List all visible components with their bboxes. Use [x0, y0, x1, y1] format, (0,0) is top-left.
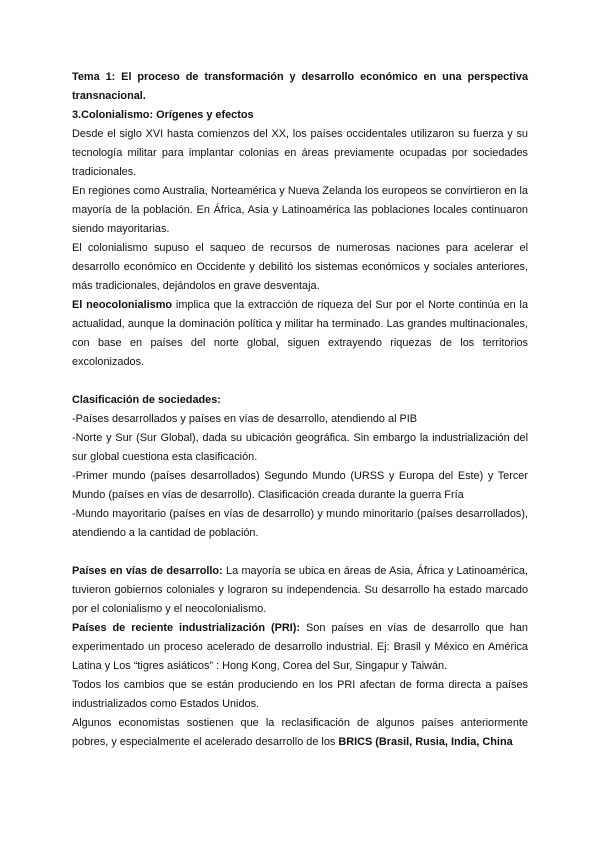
list-item: -Países desarrollados y países en vías de desarrollo, atendiendo al PIB: [72, 413, 418, 425]
paragraph: [72, 619, 528, 676]
term-brics: BRICS (Brasil, Rusia, India, China: [338, 736, 513, 748]
paragraph-text: Algunos economistas sostienen que la reclasificación de algunos países anteriormente pobres, y especialmente el acelerado desarrollo de los: [72, 717, 528, 748]
paragraph: Desde el siglo XVI hasta comienzos del XX, los países occidentales utilizaron su fuerza y su tecnología militar para implantar colonias en áreas previamente ocupadas por sociedades tradicionales.: [72, 128, 528, 178]
paragraph: [72, 562, 528, 619]
paragraph: [72, 296, 528, 372]
paragraph-text: La mayoría se ubica en áreas de Asia, África y Latinoamérica, tuvieron gobiernos coloniales y lograron su independencia. Su desarrollo ha estado marcado por el colonialismo y el neocolonialismo.: [72, 565, 528, 615]
term-pvd: Países en vías de desarrollo:: [72, 565, 223, 577]
paragraph: El colonialismo supuso el saqueo de recursos de numerosas naciones para acelerar el desarrollo económico en Occidente y debilitó los sistemas económicos y sociales anteriores, más tradicionales, dejándolos en grave desventaja.: [72, 242, 528, 292]
list-item: -Norte y Sur (Sur Global), dada su ubicación geográfica. Sin embargo la industrialización del sur global cuestiona esta clasificación.: [72, 432, 528, 463]
term-pri: Países de reciente industrialización (PRI):: [72, 622, 301, 634]
term-neocolonialismo: El neocolonialismo: [72, 299, 173, 311]
paragraph: En regiones como Australia, Norteamérica y Nueva Zelanda los europeos se convirtieron en la mayoría de la población. En África, Asia y Latinoamérica las poblaciones locales continuaron siendo mayoritarias.: [72, 185, 528, 235]
paragraph: [72, 714, 528, 752]
document-page: [72, 68, 528, 752]
spacer: [72, 543, 528, 562]
paragraph-text: Son países en vías de desarrollo que han experimentado un proceso acelerado de desarrollo industrial. Ej: Brasil y México en América Latina y Los “tigres asiáticos” : Hong Kong, Corea del Sur, Singapur y Taiwán.: [72, 622, 528, 672]
clasificacion-heading: Clasificación de sociedades:: [72, 394, 221, 406]
spacer: [72, 372, 528, 391]
paragraph-text: implica que la extracción de riqueza del Sur por el Norte continúa en la actualidad, aunque la dominación política y militar ha terminado. Las grandes multinacionales, con base en países del norte global, siguen extrayendo riquezas de los territorios excolonizados.: [72, 299, 528, 368]
paragraph: Todos los cambios que se están produciendo en los PRI afectan de forma directa a países industrializados como Estados Unidos.: [72, 679, 528, 710]
list-item: -Primer mundo (países desarrollados) Segundo Mundo (URSS y Europa del Este) y Tercer Mundo (países en vías de desarrollo). Clasificación creada durante la guerra Fría: [72, 470, 528, 501]
list-item: -Mundo mayoritario (países en vías de desarrollo) y mundo minoritario (países desarrollados), atendiendo a la cantidad de población.: [72, 508, 528, 539]
section-heading: 3.Colonialismo: Orígenes y efectos: [72, 109, 254, 121]
document-title: Tema 1: El proceso de transformación y desarrollo económico en una perspectiva transnacional.: [72, 71, 528, 102]
